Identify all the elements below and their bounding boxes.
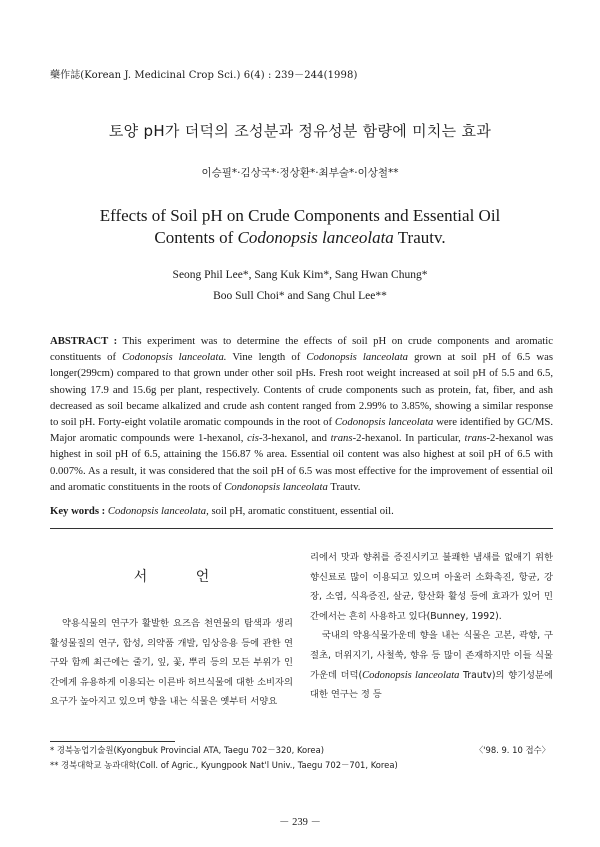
authors-english-line2: Boo Sull Choi* and Sang Chul Lee** <box>213 290 387 302</box>
title-korean: 토양 pH가 더덕의 조성분과 정유성분 함량에 미치는 효과 <box>108 122 492 140</box>
chemical-prefix: cis <box>247 432 259 445</box>
abstract <box>50 333 553 495</box>
keywords-label: Key words : <box>50 505 106 517</box>
body-paragraph: 리에서 맛과 향취를 증진시키고 불쾌한 냄새를 없애기 위한 향신료로 많이 이용되고 있으며 아울러 소화촉진, 항균, 강장, 소염, 식욕증진, 살균, 항산화 활성 등에 효과가 있어 민간에서는 흔히 사용하고 있다(Bunney, 1992). <box>310 552 553 622</box>
abstract-text: were identified by GC/MS. Major aromatic compounds were 1-hexanol, <box>50 416 554 445</box>
title-english <box>0 205 600 249</box>
chemical-prefix: trans <box>464 432 487 445</box>
title-english-line1: Effects of Soil pH on Crude Components and Essential Oil <box>99 206 501 225</box>
body-paragraph <box>310 626 553 704</box>
species-name: Codonopsis lanceolata <box>334 416 434 429</box>
abstract-text: This experiment was to determine the effects of soil pH on crude components and aromatic constituents of <box>50 335 553 364</box>
species-name: Codonopsis lanceolata. <box>122 351 227 364</box>
title-text: Contents of <box>154 228 238 247</box>
abstract-text: grown at soil pH of 6.5 was longer(299cm) compared to that grown under other soil pHs. Fresh root weight increased at soil pH of 5.5 and 6.5, showing 17.9 and 15.6g per plant, respectively. Contents of crude components such as protein, fat, fiber, and ash decreased as soil became alkalized and crude ash content ranged from 2.99% to 3.85%, showing a similar response to soil pH. Forty-eight volatile aromatic compounds in the root of <box>50 351 553 429</box>
species-name: Codonopsis lanceolata <box>362 669 460 681</box>
abstract-text: -2-hexanol. In particular, <box>352 432 465 445</box>
abstract-text: -2-hexanol was highest in soil pH of 6.5, attaining the 156.87 % area. Essential oil content was also highest at soil pH of 6.5 with 0.007%. As a result, it was considered that the soil pH of 6.5 was most effective for the improvement of essential oil and aromatic constituents in the roots of <box>50 432 554 493</box>
keywords-text: soil pH, aromatic constituent, essential oil. <box>208 505 394 517</box>
body-paragraph: 약용식물의 연구가 활발한 요즈음 천연물의 탐색과 생리활성물질의 연구, 합성, 의약품 개발, 임상응용 등에 관한 연구와 함께 최근에는 줄기, 잎, 꽃, 뿌리 등의 모든 부위가 인간에게 유용하게 이용되는 이른바 허브식물에 대한 소비자의 요구가 높아지고 있으며 향을 내는 식물은 옛부터 서양요 <box>50 618 293 708</box>
footnote-affiliation-1: * 경북농업기술원(Kyongbuk Provincial ATA, Taegu 702－320, Korea) <box>50 745 324 755</box>
chemical-prefix: trans <box>330 432 353 445</box>
abstract-text: -3-hexanol, and <box>258 432 331 445</box>
body-column-left <box>50 548 293 712</box>
authors-english <box>0 265 600 307</box>
keywords <box>50 505 553 517</box>
body-column-right <box>310 548 553 705</box>
body-text: 국내의 약용식물가운데 향을 내는 식물은 고본, 곽향, 구절초, 더위지기, 사철쑥, 향유 등 많이 존재하지만 이들 식물가운데 더덕( <box>310 630 553 681</box>
abstract-text: Trautv. <box>327 480 361 493</box>
title-text: Trautv. <box>393 228 446 247</box>
page-number: － 239 － <box>279 817 321 828</box>
species-name: Codonopsis lanceolata <box>306 351 409 364</box>
title-english-line2 <box>0 227 600 249</box>
footnote-divider <box>50 741 175 742</box>
received-date: 〈'98. 9. 10 접수〉 <box>474 745 550 755</box>
abstract-text: Vine length of <box>226 351 307 364</box>
species-name: Codonopsis lanceolata, <box>105 505 209 517</box>
species-name: Codonopsis lanceolata <box>237 228 394 247</box>
body-text: Trautv)의 향기성분에 대한 연구는 정 등 <box>310 669 553 701</box>
abstract-label: ABSTRACT : <box>50 335 118 347</box>
authors-english-line1: Seong Phil Lee*, Sang Kuk Kim*, Sang Hwan Chung* <box>172 269 428 281</box>
divider <box>50 528 553 529</box>
species-name: Condonopsis lanceolata <box>224 480 328 493</box>
footnote-affiliation-2: ** 경북대학교 농과대학(Coll. of Agric., Kyungpook Nat'l Univ., Taegu 702－701, Korea) <box>50 760 398 770</box>
section-heading-intro: 서 언 <box>133 569 232 585</box>
authors-korean: 이승필*·김상국*·정상환*·최부술*·이상철** <box>201 167 399 179</box>
journal-citation: 藥作誌(Korean J. Medicinal Crop Sci.) 6(4) : 239－244(1998) <box>50 70 358 81</box>
